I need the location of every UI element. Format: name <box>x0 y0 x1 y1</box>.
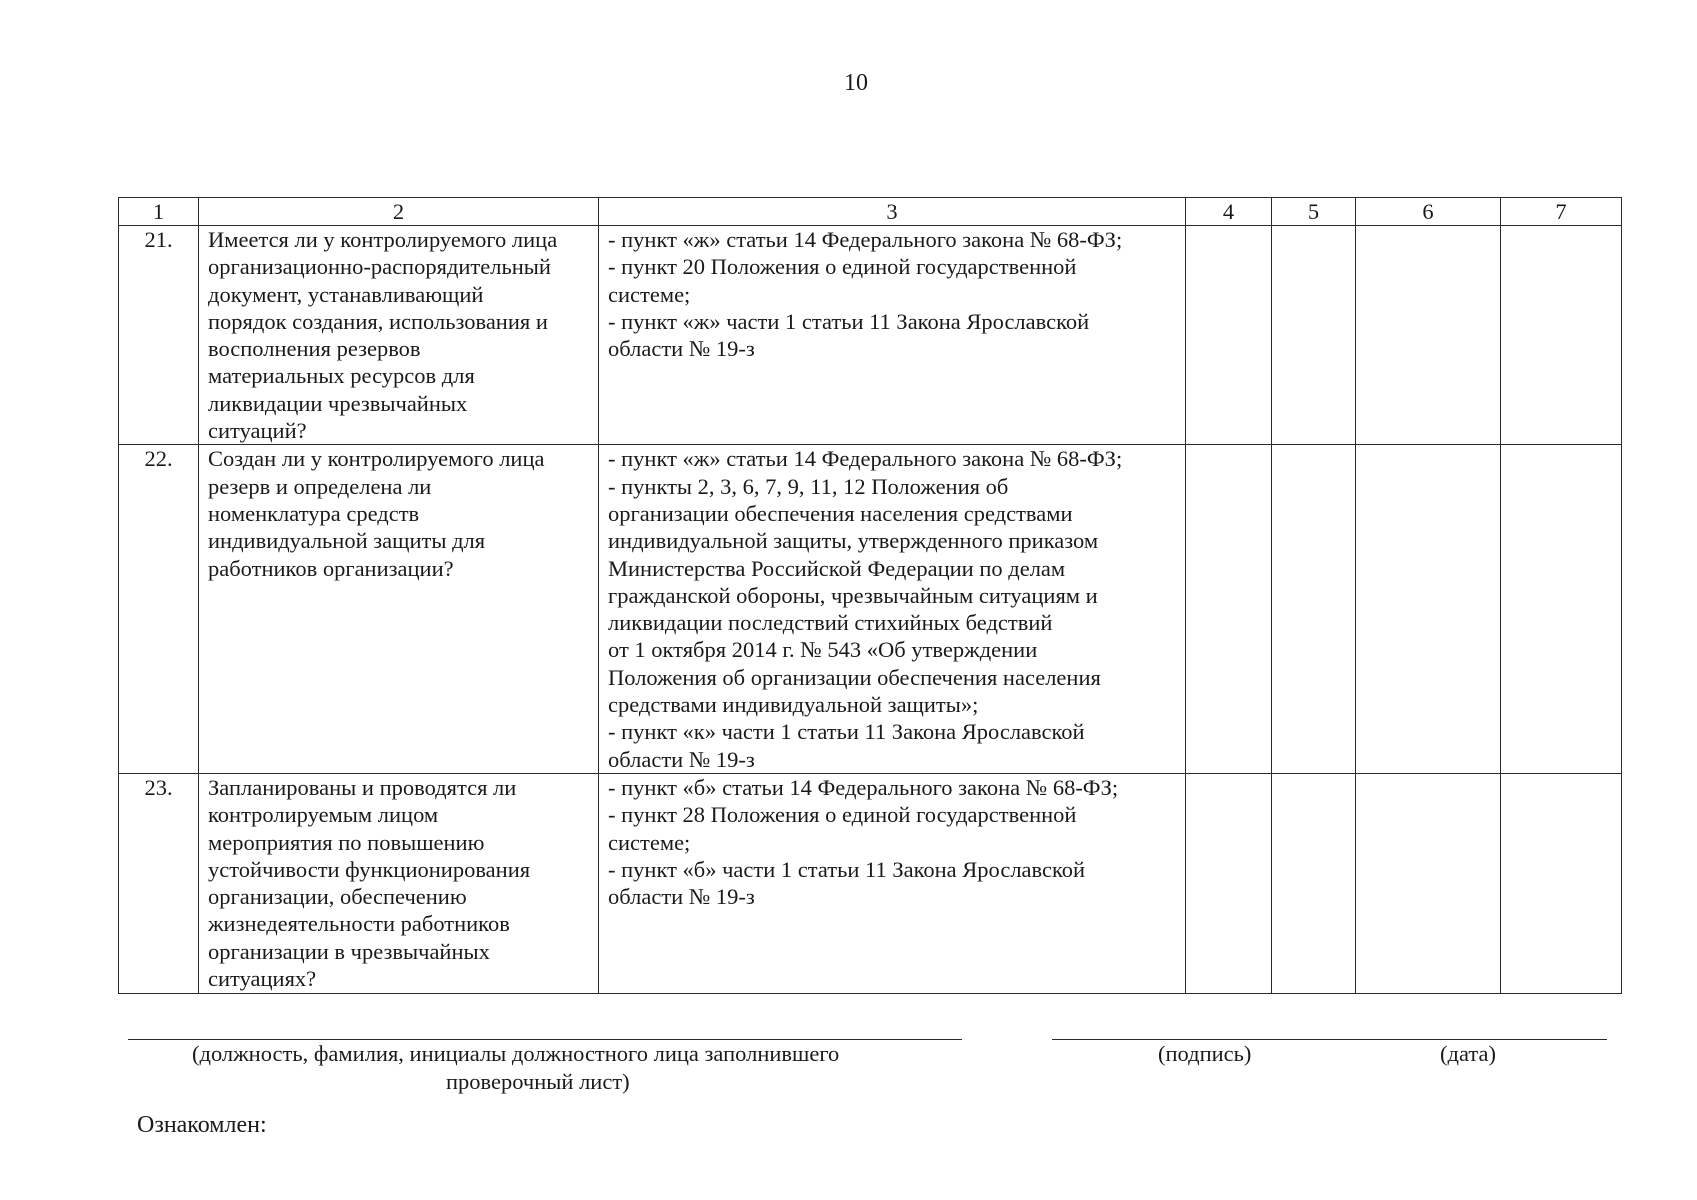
question-line: ликвидации чрезвычайных <box>208 390 468 416</box>
answer-cell-col5[interactable] <box>1272 445 1356 774</box>
signature-date-line <box>1052 1039 1607 1040</box>
table-row <box>119 226 1622 445</box>
question-line: ситуациях? <box>208 966 317 992</box>
answer-cell-col6[interactable] <box>1356 773 1501 993</box>
question-line: ситуаций? <box>208 418 307 444</box>
question-cell <box>199 226 599 445</box>
legal-basis-line: области № 19-з <box>608 884 755 910</box>
table-body <box>119 198 1622 994</box>
legal-basis-line: - пункт «к» части 1 статьи 11 Закона Ярославской <box>608 719 1085 745</box>
acquainted-label: Ознакомлен: <box>137 1112 267 1138</box>
question-line: Имеется ли у контролируемого лица <box>208 227 558 252</box>
answer-cell-col6[interactable] <box>1356 226 1501 445</box>
question-line: работников организации? <box>208 555 454 581</box>
question-line: организационно-распорядительный <box>208 254 551 280</box>
legal-basis-line: - пункт «ж» статьи 14 Федерального закона № 68-ФЗ; <box>608 446 1123 472</box>
answer-cell-col7[interactable] <box>1501 445 1622 774</box>
column-number: 7 <box>1501 198 1622 226</box>
legal-basis-line: - пункт «ж» части 1 статьи 11 Закона Ярославской <box>608 308 1090 334</box>
question-line: контролируемым лицом <box>208 802 439 828</box>
legal-basis-line: системе; <box>608 281 691 307</box>
legal-basis-cell <box>599 445 1186 774</box>
question-line: мероприятия по повышению <box>208 829 485 855</box>
question-line: организации в чрезвычайных <box>208 938 490 964</box>
legal-basis-line: - пункт «б» части 1 статьи 11 Закона Ярославской <box>608 856 1086 882</box>
row-number: 21. <box>119 226 199 445</box>
question-line: номенклатура средств <box>208 500 420 526</box>
answer-cell-col4[interactable] <box>1186 773 1272 993</box>
answer-cell-col4[interactable] <box>1186 445 1272 774</box>
column-number-row <box>119 198 1622 226</box>
answer-cell-col7[interactable] <box>1501 773 1622 993</box>
legal-basis-line: - пункт «б» статьи 14 Федерального закона № 68-ФЗ; <box>608 774 1119 800</box>
legal-basis-line: - пункт «ж» статьи 14 Федерального закона № 68-ФЗ; <box>608 227 1123 252</box>
legal-basis-line: гражданской обороны, чрезвычайным ситуациям и <box>608 582 1098 608</box>
legal-basis-cell <box>599 226 1186 445</box>
question-line: организации, обеспечению <box>208 884 467 910</box>
question-line: резерв и определена ли <box>208 473 432 499</box>
legal-basis-line: - пункты 2, 3, 6, 7, 9, 11, 12 Положения об <box>608 473 1009 499</box>
table-row <box>119 773 1622 993</box>
legal-basis-line: средствами индивидуальной защиты»; <box>608 692 979 718</box>
question-line: восполнения резервов <box>208 336 421 362</box>
answer-cell-col5[interactable] <box>1272 226 1356 445</box>
answer-cell-col6[interactable] <box>1356 445 1501 774</box>
question-line: порядок создания, использования и <box>208 308 548 334</box>
column-number: 2 <box>199 198 599 226</box>
row-number: 22. <box>119 445 199 774</box>
question-cell <box>199 445 599 774</box>
question-line: материальных ресурсов для <box>208 363 475 389</box>
question-line: документ, устанавливающий <box>208 281 484 307</box>
legal-basis-line: - пункт 28 Положения о единой государственной <box>608 802 1077 828</box>
official-caption-line2: проверочный лист) <box>446 1069 630 1094</box>
column-number: 6 <box>1356 198 1501 226</box>
question-line: индивидуальной защиты для <box>208 528 486 554</box>
date-caption: (дата) <box>1440 1041 1496 1066</box>
question-line: устойчивости функционирования <box>208 856 531 882</box>
table-row <box>119 445 1622 774</box>
legal-basis-line: системе; <box>608 829 691 855</box>
legal-basis-cell <box>599 773 1186 993</box>
legal-basis-line: области № 19-з <box>608 336 755 362</box>
official-caption-line1: (должность, фамилия, инициалы должностного лица заполнившего <box>192 1041 840 1066</box>
question-line: жизнедеятельности работников <box>208 911 510 937</box>
question-line: Создан ли у контролируемого лица <box>208 446 545 472</box>
checklist-table <box>118 197 1622 994</box>
legal-basis-line: Министерства Российской Федерации по делам <box>608 555 1066 581</box>
legal-basis-line: организации обеспечения населения средствами <box>608 500 1073 526</box>
legal-basis-line: ликвидации последствий стихийных бедствий <box>608 610 1053 636</box>
column-number: 3 <box>599 198 1186 226</box>
question-cell <box>199 773 599 993</box>
legal-basis-line: от 1 октября 2014 г. № 543 «Об утверждении <box>608 637 1038 663</box>
page-number: 10 <box>844 70 868 96</box>
column-number: 1 <box>119 198 199 226</box>
legal-basis-line: области № 19-з <box>608 746 755 772</box>
column-number: 5 <box>1272 198 1356 226</box>
legal-basis-line: индивидуальной защиты, утвержденного приказом <box>608 528 1099 554</box>
question-line: Запланированы и проводятся ли <box>208 774 517 800</box>
answer-cell-col4[interactable] <box>1186 226 1272 445</box>
column-number: 4 <box>1186 198 1272 226</box>
answer-cell-col7[interactable] <box>1501 226 1622 445</box>
legal-basis-line: - пункт 20 Положения о единой государственной <box>608 254 1077 280</box>
legal-basis-line: Положения об организации обеспечения населения <box>608 664 1101 690</box>
signature-caption: (подпись) <box>1158 1041 1252 1066</box>
row-number: 23. <box>119 773 199 993</box>
answer-cell-col5[interactable] <box>1272 773 1356 993</box>
